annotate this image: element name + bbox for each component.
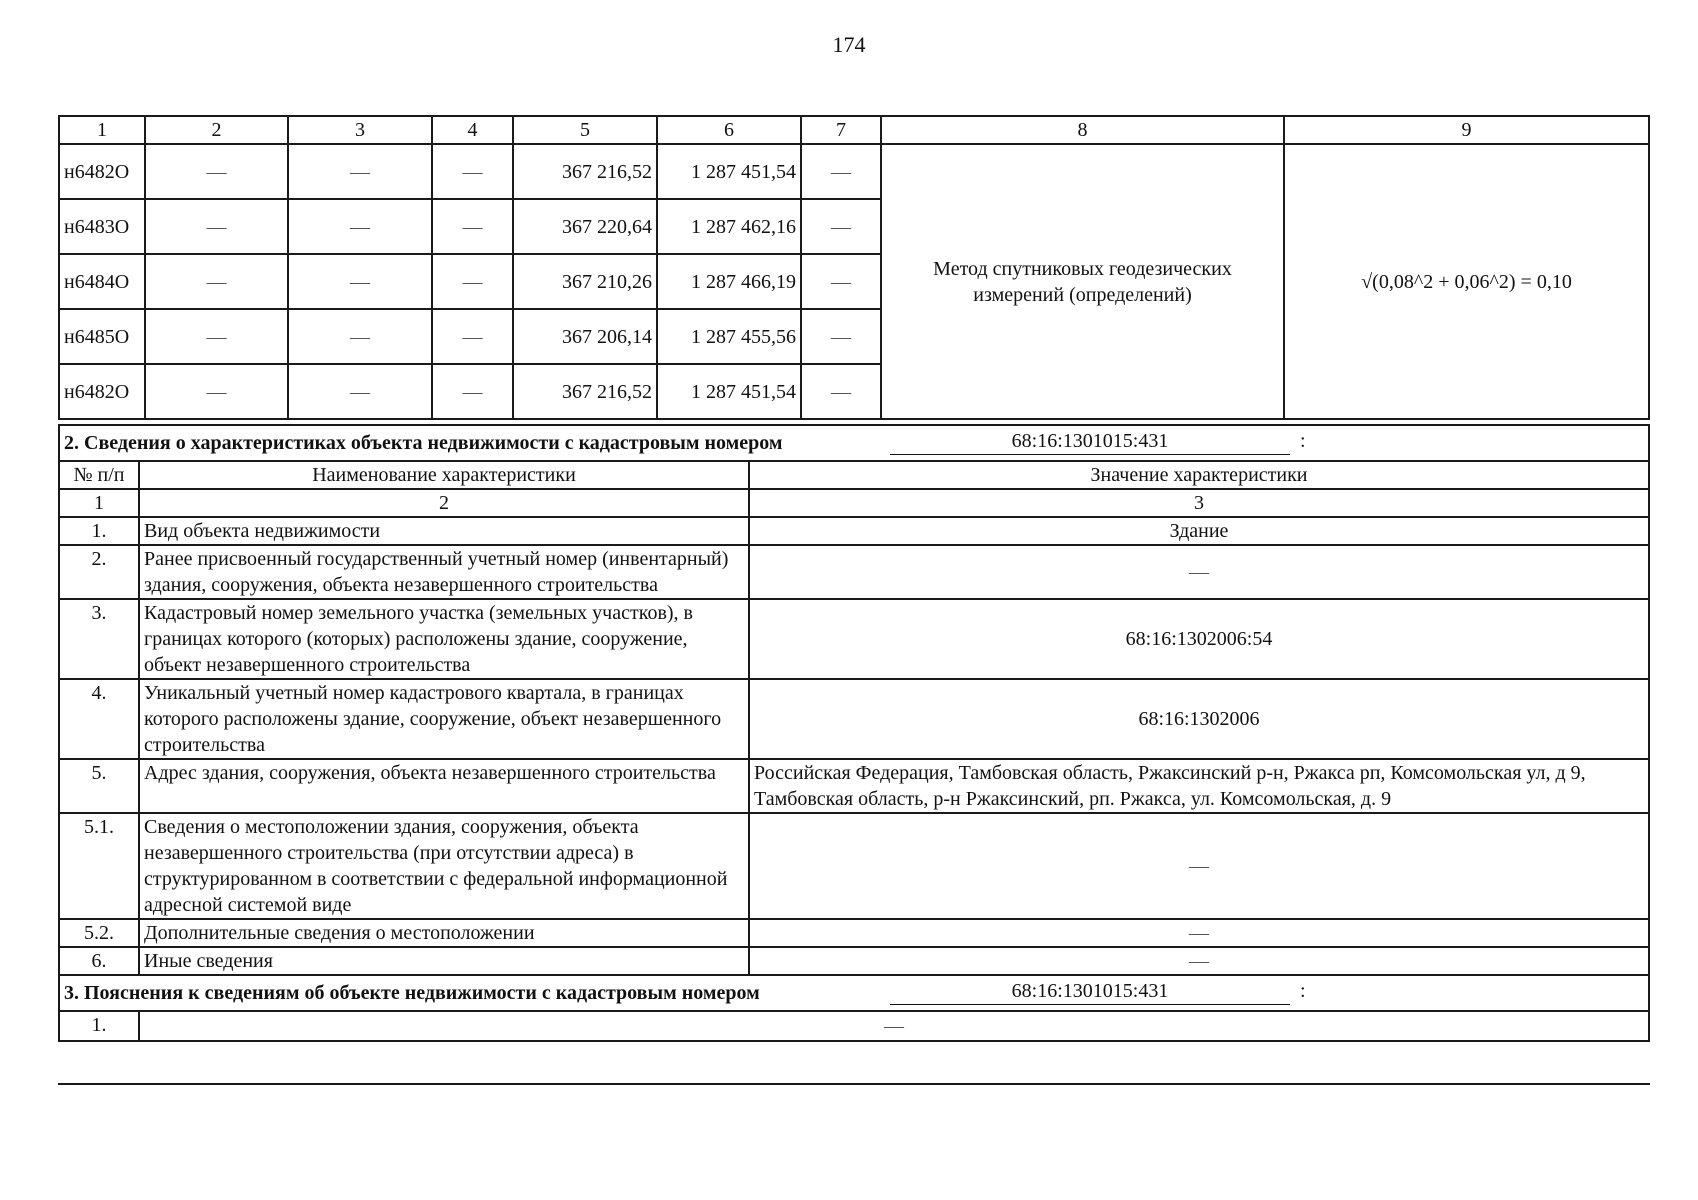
table-row [59, 759, 1649, 813]
cell-dash: — [432, 309, 513, 364]
coord-y: 1 287 451,54 [657, 144, 801, 199]
section2-title-cell [59, 425, 1649, 461]
cell-dash: — [432, 254, 513, 309]
coords-col-header: 9 [1284, 116, 1649, 144]
table-row [59, 144, 1649, 199]
col-number: 2 [139, 489, 749, 517]
row-index: 2. [59, 545, 139, 599]
coords-col-header: 4 [432, 116, 513, 144]
coord-x: 367 220,64 [513, 199, 657, 254]
cell-dash: — [288, 364, 432, 419]
characteristic-value: Российская Федерация, Тамбовская область, Ржаксинский р-н, Ржакса рп, Комсомольская ул, д 9, Тамбовская область, р-н Ржаксинский, рп. Ржакса, ул. Комсомольская, д. 9 [749, 759, 1649, 813]
coord-x: 367 206,14 [513, 309, 657, 364]
section3-title-cell [59, 975, 1649, 1011]
cell-dash: — [145, 144, 288, 199]
coord-x: 367 216,52 [513, 364, 657, 419]
table-row [59, 813, 1649, 919]
cell-dash: — [432, 364, 513, 419]
characteristic-name: Сведения о местоположении здания, сооружения, объекта незавершенного строительства (при отсутствии адреса) в структурированном в соответствии с федеральной информационной адресной системой виде [139, 813, 749, 919]
row-index: 1. [59, 517, 139, 545]
characteristic-name: Вид объекта недвижимости [139, 517, 749, 545]
coords-col-header: 3 [288, 116, 432, 144]
characteristic-value: 68:16:1302006 [749, 679, 1649, 759]
point-name: н6482О [59, 364, 145, 419]
characteristic-value: — [749, 813, 1649, 919]
coords-col-header: 2 [145, 116, 288, 144]
characteristic-name: Иные сведения [139, 947, 749, 975]
row-index: 4. [59, 679, 139, 759]
bottom-rule [58, 1083, 1650, 1085]
section3-title: 3. Пояснения к сведениям об объекте недвижимости с кадастровым номером [64, 982, 760, 1004]
cell-dash: — [801, 364, 881, 419]
cell-dash: — [801, 199, 881, 254]
section3-colon: : [1300, 980, 1306, 1002]
row-index: 3. [59, 599, 139, 679]
section3-title-row [59, 975, 1649, 1011]
cell-dash: — [801, 254, 881, 309]
characteristic-name: Уникальный учетный номер кадастрового квартала, в границах которого расположены здание, сооружение, объект незавершенного строительства [139, 679, 749, 759]
coordinates-table [58, 115, 1650, 420]
characteristic-value: — [749, 545, 1649, 599]
section3-cadastral-number: 68:16:1301015:431 [890, 978, 1290, 1005]
table-row [59, 679, 1649, 759]
cell-dash: — [432, 199, 513, 254]
coords-col-header: 1 [59, 116, 145, 144]
col-number: 3 [749, 489, 1649, 517]
characteristic-value: — [749, 947, 1649, 975]
point-name: н6482О [59, 144, 145, 199]
table-row [59, 947, 1649, 975]
coord-x: 367 216,52 [513, 144, 657, 199]
cell-dash: — [288, 309, 432, 364]
chars-header-row [59, 461, 1649, 489]
col-number: 1 [59, 489, 139, 517]
characteristic-value: 68:16:1302006:54 [749, 599, 1649, 679]
row-index: 5.2. [59, 919, 139, 947]
table-row [59, 545, 1649, 599]
cell-dash: — [801, 309, 881, 364]
point-name: н6485О [59, 309, 145, 364]
section2-title-row [59, 425, 1649, 461]
col-header-name: Наименование характеристики [139, 461, 749, 489]
accuracy-formula-cell: √(0,08^2 + 0,06^2) = 0,10 [1284, 144, 1649, 419]
method-cell: Метод спутниковых геодезических измерений (определений) [881, 144, 1284, 419]
coord-y: 1 287 466,19 [657, 254, 801, 309]
row-index: 6. [59, 947, 139, 975]
row-index: 5.1. [59, 813, 139, 919]
point-name: н6483О [59, 199, 145, 254]
coords-col-header: 5 [513, 116, 657, 144]
row-index: 5. [59, 759, 139, 813]
characteristic-name: Ранее присвоенный государственный учетный номер (инвентарный) здания, сооружения, объекта незавершенного строительства [139, 545, 749, 599]
cell-dash: — [801, 144, 881, 199]
coord-x: 367 210,26 [513, 254, 657, 309]
section2-cadastral-number: 68:16:1301015:431 [890, 428, 1290, 455]
coords-col-header: 8 [881, 116, 1284, 144]
table-row [59, 919, 1649, 947]
section2-colon: : [1300, 430, 1306, 452]
characteristic-value: — [749, 919, 1649, 947]
col-header-value: Значение характеристики [749, 461, 1649, 489]
point-name: н6484О [59, 254, 145, 309]
characteristic-name: Кадастровый номер земельного участка (земельных участков), в границах которого (которых) расположены здание, сооружение, объект незавершенного строительства [139, 599, 749, 679]
cell-dash: — [288, 199, 432, 254]
table-row [59, 1011, 1649, 1041]
explanation-value: — [139, 1011, 1649, 1041]
cell-dash: — [432, 144, 513, 199]
characteristic-name: Адрес здания, сооружения, объекта незавершенного строительства [139, 759, 749, 813]
cell-dash: — [145, 309, 288, 364]
cell-dash: — [145, 364, 288, 419]
chars-number-row [59, 489, 1649, 517]
table-row [59, 599, 1649, 679]
coords-col-header: 7 [801, 116, 881, 144]
page-number: 174 [832, 32, 866, 57]
cell-dash: — [145, 199, 288, 254]
cell-dash: — [288, 254, 432, 309]
characteristics-table [58, 424, 1650, 1042]
section2-title: 2. Сведения о характеристиках объекта недвижимости с кадастровым номером [64, 432, 783, 454]
characteristic-value: Здание [749, 517, 1649, 545]
col-header-index: № п/п [59, 461, 139, 489]
coord-y: 1 287 462,16 [657, 199, 801, 254]
cell-dash: — [145, 254, 288, 309]
characteristic-name: Дополнительные сведения о местоположении [139, 919, 749, 947]
table-row [59, 517, 1649, 545]
coord-y: 1 287 455,56 [657, 309, 801, 364]
coords-header-row [59, 116, 1649, 144]
coords-col-header: 6 [657, 116, 801, 144]
row-index: 1. [59, 1011, 139, 1041]
cell-dash: — [288, 144, 432, 199]
coord-y: 1 287 451,54 [657, 364, 801, 419]
